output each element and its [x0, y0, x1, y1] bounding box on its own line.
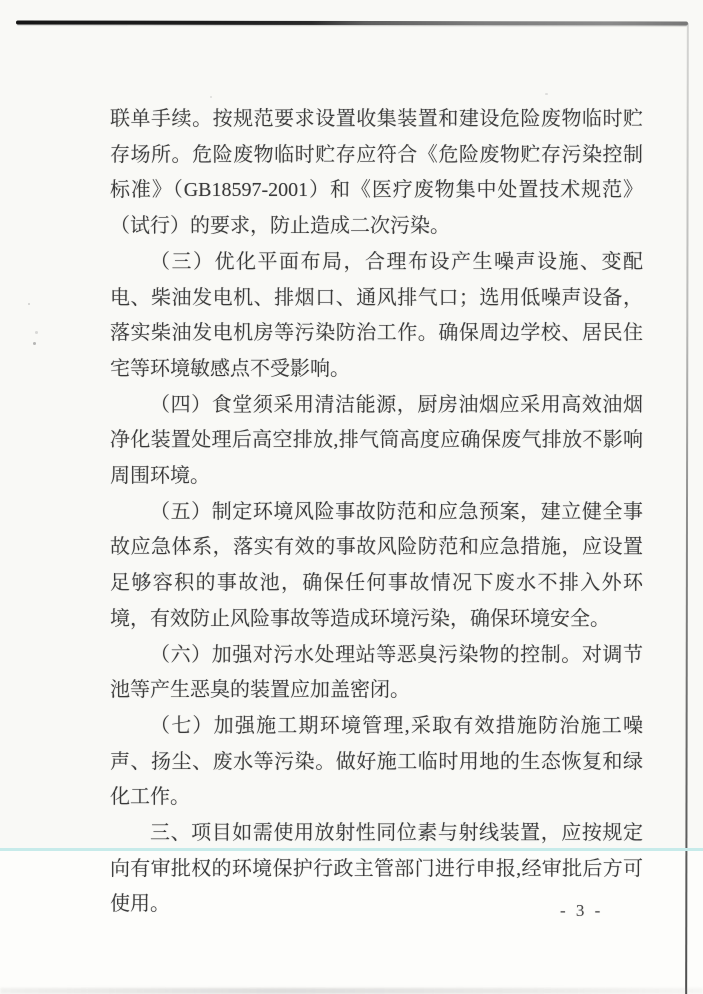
paragraph-item-7: （七）加强施工期环境管理,采取有效措施防治施工噪声、扬尘、废水等污染。做好施工临时用地的生态恢复和绿化工作。 — [110, 714, 643, 809]
paragraph-item-4: （四）食堂须采用清洁能源，厨房油烟应采用高效油烟净化装置处理后高空排放,排气筒高度应确保废气排放不影响周围环境。 — [110, 393, 643, 488]
page-number: - 3 - — [560, 901, 604, 920]
scan-artifact-bottom-smudge — [0, 988, 703, 994]
paragraph-item-5: （五）制定环境风险事故防范和应急预案，建立健全事故应急体系，落实有效的事故风险防范和应急措施，应设置足够容积的事故池，确保任何事故情况下废水不排入外环境，有效防止风险事故等造成环境污染，确保环境安全。 — [110, 500, 643, 630]
scan-speck — [210, 96, 212, 98]
document-body — [110, 102, 643, 923]
scan-speck — [545, 93, 548, 95]
scan-speck — [28, 303, 30, 305]
paragraph-item-3: （三）优化平面布局，合理布设产生噪声设施、变配电、柴油发电机、排烟口、通风排气口；选用低噪声设备，落实柴油发电机房等污染防治工作。确保周边学校、居民住宅等环境敏感点不受影响。 — [110, 250, 643, 380]
paragraph-continuation: 联单手续。按规范要求设置收集装置和建设危险废物临时贮存场所。危险废物临时贮存应符合《危险废物贮存污染控制标准》（GB18597-2001）和《医疗废物集中处置技术规范》（试行）的要求，防止造成二次污染。 — [110, 108, 643, 238]
scan-artifact-top-edge-line — [16, 21, 688, 26]
scan-speck — [33, 342, 36, 345]
scan-speck — [35, 331, 38, 334]
paragraph-item-6: （六）加强对污水处理站等恶臭污染物的控制。对调节池等产生恶臭的装置应加盖密闭。 — [110, 643, 643, 702]
paragraph-section-3: 三、项目如需使用放射性同位素与射线装置，应按规定向有审批权的环境保护行政主管部门进行申报,经审批后方可使用。 — [110, 822, 643, 916]
